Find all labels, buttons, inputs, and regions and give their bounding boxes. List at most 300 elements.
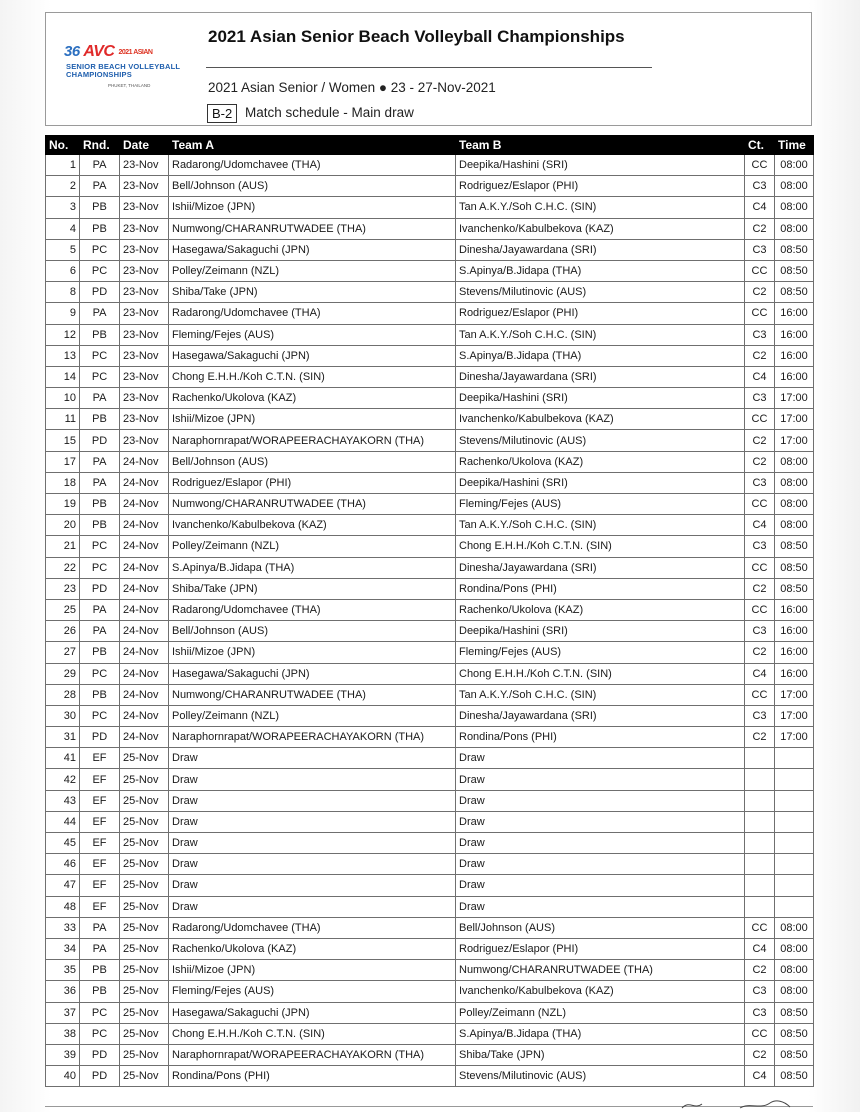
match-date-cell: 25-Nov bbox=[120, 917, 169, 938]
start-time-cell bbox=[775, 875, 814, 896]
start-time-cell: 08:50 bbox=[775, 260, 814, 281]
team-a-cell: Naraphornrapat/WORAPEERACHAYAKORN (THA) bbox=[169, 727, 456, 748]
match-number-cell: 48 bbox=[46, 896, 80, 917]
table-row bbox=[46, 663, 814, 684]
table-row bbox=[46, 981, 814, 1002]
document-type-label: Match schedule - Main draw bbox=[245, 105, 414, 120]
column-header-round: Rnd. bbox=[80, 136, 120, 155]
match-number-cell: 17 bbox=[46, 451, 80, 472]
column-header-court: Ct. bbox=[745, 136, 775, 155]
match-number-cell: 20 bbox=[46, 515, 80, 536]
court-cell bbox=[745, 833, 775, 854]
team-b-cell: Stevens/Milutinovic (AUS) bbox=[456, 282, 745, 303]
team-b-cell: Draw bbox=[456, 833, 745, 854]
team-a-cell: S.Apinya/B.Jidapa (THA) bbox=[169, 557, 456, 578]
column-header-team-a: Team A bbox=[169, 136, 456, 155]
table-row bbox=[46, 599, 814, 620]
team-a-cell: Fleming/Fejes (AUS) bbox=[169, 324, 456, 345]
team-b-cell: Fleming/Fejes (AUS) bbox=[456, 494, 745, 515]
start-time-cell: 17:00 bbox=[775, 684, 814, 705]
match-date-cell: 23-Nov bbox=[120, 155, 169, 176]
match-number-cell: 14 bbox=[46, 366, 80, 387]
match-date-cell: 24-Nov bbox=[120, 557, 169, 578]
team-a-cell: Numwong/CHARANRUTWADEE (THA) bbox=[169, 494, 456, 515]
court-cell: C4 bbox=[745, 366, 775, 387]
start-time-cell: 17:00 bbox=[775, 705, 814, 726]
table-row bbox=[46, 366, 814, 387]
match-number-cell: 44 bbox=[46, 811, 80, 832]
court-cell: C4 bbox=[745, 1066, 775, 1087]
team-a-cell: Bell/Johnson (AUS) bbox=[169, 621, 456, 642]
table-header-row bbox=[46, 136, 814, 155]
document-title: 2021 Asian Senior Beach Volleyball Championships bbox=[208, 27, 625, 46]
table-row bbox=[46, 896, 814, 917]
team-b-cell: Rodriguez/Eslapor (PHI) bbox=[456, 303, 745, 324]
column-header-time: Time bbox=[775, 136, 814, 155]
team-a-cell: Radarong/Udomchavee (THA) bbox=[169, 303, 456, 324]
start-time-cell: 08:50 bbox=[775, 1023, 814, 1044]
team-b-cell: Tan A.K.Y./Soh C.H.C. (SIN) bbox=[456, 324, 745, 345]
table-row bbox=[46, 578, 814, 599]
match-date-cell: 25-Nov bbox=[120, 748, 169, 769]
match-number-cell: 28 bbox=[46, 684, 80, 705]
court-cell: C3 bbox=[745, 705, 775, 726]
match-number-cell: 38 bbox=[46, 1023, 80, 1044]
match-number-cell: 6 bbox=[46, 260, 80, 281]
start-time-cell: 08:50 bbox=[775, 1002, 814, 1023]
team-b-cell: Draw bbox=[456, 896, 745, 917]
table-row bbox=[46, 621, 814, 642]
court-cell: C4 bbox=[745, 663, 775, 684]
team-a-cell: Ishii/Mizoe (JPN) bbox=[169, 409, 456, 430]
table-row bbox=[46, 197, 814, 218]
court-cell bbox=[745, 875, 775, 896]
match-date-cell: 23-Nov bbox=[120, 303, 169, 324]
match-date-cell: 23-Nov bbox=[120, 366, 169, 387]
team-b-cell: Dinesha/Jayawardana (SRI) bbox=[456, 366, 745, 387]
match-date-cell: 24-Nov bbox=[120, 451, 169, 472]
match-number-cell: 9 bbox=[46, 303, 80, 324]
table-row bbox=[46, 282, 814, 303]
match-date-cell: 23-Nov bbox=[120, 176, 169, 197]
table-row bbox=[46, 854, 814, 875]
match-number-cell: 8 bbox=[46, 282, 80, 303]
match-number-cell: 18 bbox=[46, 472, 80, 493]
start-time-cell bbox=[775, 811, 814, 832]
match-date-cell: 24-Nov bbox=[120, 472, 169, 493]
start-time-cell: 08:00 bbox=[775, 176, 814, 197]
table-row bbox=[46, 1066, 814, 1087]
start-time-cell: 08:50 bbox=[775, 536, 814, 557]
court-cell: C3 bbox=[745, 472, 775, 493]
team-b-cell: Numwong/CHARANRUTWADEE (THA) bbox=[456, 960, 745, 981]
match-date-cell: 23-Nov bbox=[120, 218, 169, 239]
team-b-cell: Stevens/Milutinovic (AUS) bbox=[456, 1066, 745, 1087]
round-cell: PC bbox=[80, 536, 120, 557]
table-row bbox=[46, 705, 814, 726]
team-b-cell: Stevens/Milutinovic (AUS) bbox=[456, 430, 745, 451]
start-time-cell: 16:00 bbox=[775, 324, 814, 345]
court-cell: C3 bbox=[745, 176, 775, 197]
match-schedule-table bbox=[45, 135, 814, 1087]
match-number-cell: 42 bbox=[46, 769, 80, 790]
round-cell: EF bbox=[80, 875, 120, 896]
team-a-cell: Naraphornrapat/WORAPEERACHAYAKORN (THA) bbox=[169, 430, 456, 451]
team-a-cell: Ishii/Mizoe (JPN) bbox=[169, 197, 456, 218]
match-number-cell: 25 bbox=[46, 599, 80, 620]
start-time-cell: 08:00 bbox=[775, 938, 814, 959]
match-date-cell: 25-Nov bbox=[120, 875, 169, 896]
match-number-cell: 26 bbox=[46, 621, 80, 642]
team-a-cell: Radarong/Udomchavee (THA) bbox=[169, 155, 456, 176]
match-date-cell: 23-Nov bbox=[120, 197, 169, 218]
table-row bbox=[46, 811, 814, 832]
match-date-cell: 25-Nov bbox=[120, 981, 169, 1002]
start-time-cell: 16:00 bbox=[775, 366, 814, 387]
court-cell: C4 bbox=[745, 938, 775, 959]
table-row bbox=[46, 684, 814, 705]
team-a-cell: Radarong/Udomchavee (THA) bbox=[169, 917, 456, 938]
match-number-cell: 10 bbox=[46, 388, 80, 409]
round-cell: PB bbox=[80, 494, 120, 515]
court-cell: CC bbox=[745, 303, 775, 324]
round-cell: PA bbox=[80, 938, 120, 959]
table-row bbox=[46, 515, 814, 536]
start-time-cell: 08:00 bbox=[775, 218, 814, 239]
team-b-cell: S.Apinya/B.Jidapa (THA) bbox=[456, 260, 745, 281]
match-date-cell: 24-Nov bbox=[120, 684, 169, 705]
team-b-cell: Shiba/Take (JPN) bbox=[456, 1044, 745, 1065]
table-row bbox=[46, 557, 814, 578]
match-date-cell: 25-Nov bbox=[120, 1023, 169, 1044]
team-a-cell: Naraphornrapat/WORAPEERACHAYAKORN (THA) bbox=[169, 1044, 456, 1065]
match-date-cell: 24-Nov bbox=[120, 536, 169, 557]
round-cell: PD bbox=[80, 1066, 120, 1087]
start-time-cell: 16:00 bbox=[775, 642, 814, 663]
table-row bbox=[46, 239, 814, 260]
team-a-cell: Draw bbox=[169, 811, 456, 832]
team-b-cell: Tan A.K.Y./Soh C.H.C. (SIN) bbox=[456, 684, 745, 705]
round-cell: PC bbox=[80, 1002, 120, 1023]
start-time-cell bbox=[775, 833, 814, 854]
table-row bbox=[46, 409, 814, 430]
start-time-cell bbox=[775, 896, 814, 917]
team-b-cell: Rodriguez/Eslapor (PHI) bbox=[456, 176, 745, 197]
court-cell: C4 bbox=[745, 197, 775, 218]
round-cell: PB bbox=[80, 981, 120, 1002]
team-b-cell: Bell/Johnson (AUS) bbox=[456, 917, 745, 938]
match-number-cell: 43 bbox=[46, 790, 80, 811]
team-a-cell: Bell/Johnson (AUS) bbox=[169, 176, 456, 197]
round-cell: PC bbox=[80, 366, 120, 387]
match-number-cell: 29 bbox=[46, 663, 80, 684]
document-code-badge: B-2 bbox=[207, 104, 237, 123]
round-cell: PA bbox=[80, 451, 120, 472]
match-number-cell: 11 bbox=[46, 409, 80, 430]
match-date-cell: 24-Nov bbox=[120, 621, 169, 642]
team-b-cell: S.Apinya/B.Jidapa (THA) bbox=[456, 345, 745, 366]
table-row bbox=[46, 494, 814, 515]
court-cell: CC bbox=[745, 409, 775, 430]
match-number-cell: 4 bbox=[46, 218, 80, 239]
match-number-cell: 5 bbox=[46, 239, 80, 260]
match-number-cell: 12 bbox=[46, 324, 80, 345]
start-time-cell: 08:00 bbox=[775, 451, 814, 472]
court-cell: CC bbox=[745, 155, 775, 176]
title-divider bbox=[206, 67, 652, 68]
table-row bbox=[46, 430, 814, 451]
round-cell: EF bbox=[80, 833, 120, 854]
court-cell: C3 bbox=[745, 1002, 775, 1023]
match-number-cell: 30 bbox=[46, 705, 80, 726]
start-time-cell: 08:00 bbox=[775, 960, 814, 981]
table-row bbox=[46, 875, 814, 896]
match-date-cell: 23-Nov bbox=[120, 388, 169, 409]
court-cell: CC bbox=[745, 1023, 775, 1044]
start-time-cell bbox=[775, 748, 814, 769]
match-number-cell: 41 bbox=[46, 748, 80, 769]
start-time-cell: 08:50 bbox=[775, 1044, 814, 1065]
team-b-cell: Rachenko/Ukolova (KAZ) bbox=[456, 599, 745, 620]
match-date-cell: 23-Nov bbox=[120, 260, 169, 281]
round-cell: PA bbox=[80, 303, 120, 324]
team-a-cell: Polley/Zeimann (NZL) bbox=[169, 260, 456, 281]
team-a-cell: Draw bbox=[169, 875, 456, 896]
team-b-cell: Draw bbox=[456, 811, 745, 832]
logo-mark: 36 AVC 2021 ASIAN bbox=[64, 43, 153, 60]
round-cell: EF bbox=[80, 896, 120, 917]
match-number-cell: 15 bbox=[46, 430, 80, 451]
start-time-cell: 16:00 bbox=[775, 599, 814, 620]
court-cell bbox=[745, 769, 775, 790]
match-date-cell: 24-Nov bbox=[120, 705, 169, 726]
match-date-cell: 23-Nov bbox=[120, 430, 169, 451]
team-a-cell: Ishii/Mizoe (JPN) bbox=[169, 960, 456, 981]
round-cell: PD bbox=[80, 282, 120, 303]
table-row bbox=[46, 324, 814, 345]
team-a-cell: Draw bbox=[169, 833, 456, 854]
start-time-cell: 08:00 bbox=[775, 494, 814, 515]
start-time-cell: 08:00 bbox=[775, 155, 814, 176]
team-a-cell: Ivanchenko/Kabulbekova (KAZ) bbox=[169, 515, 456, 536]
team-b-cell: Draw bbox=[456, 790, 745, 811]
match-date-cell: 23-Nov bbox=[120, 324, 169, 345]
match-number-cell: 22 bbox=[46, 557, 80, 578]
table-row bbox=[46, 155, 814, 176]
start-time-cell: 16:00 bbox=[775, 663, 814, 684]
start-time-cell: 17:00 bbox=[775, 430, 814, 451]
start-time-cell: 17:00 bbox=[775, 388, 814, 409]
team-a-cell: Numwong/CHARANRUTWADEE (THA) bbox=[169, 218, 456, 239]
match-number-cell: 19 bbox=[46, 494, 80, 515]
round-cell: PC bbox=[80, 663, 120, 684]
team-b-cell: Polley/Zeimann (NZL) bbox=[456, 1002, 745, 1023]
team-a-cell: Rachenko/Ukolova (KAZ) bbox=[169, 938, 456, 959]
match-number-cell: 33 bbox=[46, 917, 80, 938]
event-subtitle: 2021 Asian Senior / Women ● 23 - 27-Nov-2021 bbox=[208, 80, 496, 95]
court-cell: C2 bbox=[745, 282, 775, 303]
match-number-cell: 23 bbox=[46, 578, 80, 599]
court-cell: C3 bbox=[745, 239, 775, 260]
column-header-date: Date bbox=[120, 136, 169, 155]
table-row bbox=[46, 1023, 814, 1044]
match-date-cell: 23-Nov bbox=[120, 409, 169, 430]
signature-mark bbox=[680, 1098, 800, 1110]
court-cell: C2 bbox=[745, 430, 775, 451]
start-time-cell: 16:00 bbox=[775, 621, 814, 642]
team-a-cell: Draw bbox=[169, 854, 456, 875]
table-row bbox=[46, 917, 814, 938]
round-cell: PD bbox=[80, 578, 120, 599]
court-cell: CC bbox=[745, 494, 775, 515]
start-time-cell: 08:50 bbox=[775, 1066, 814, 1087]
start-time-cell bbox=[775, 769, 814, 790]
table-row bbox=[46, 388, 814, 409]
court-cell: C3 bbox=[745, 536, 775, 557]
round-cell: PA bbox=[80, 176, 120, 197]
court-cell: C2 bbox=[745, 451, 775, 472]
match-number-cell: 34 bbox=[46, 938, 80, 959]
table-row bbox=[46, 176, 814, 197]
table-row bbox=[46, 1044, 814, 1065]
match-number-cell: 2 bbox=[46, 176, 80, 197]
round-cell: EF bbox=[80, 811, 120, 832]
start-time-cell: 08:50 bbox=[775, 282, 814, 303]
round-cell: PD bbox=[80, 1044, 120, 1065]
document-header bbox=[45, 12, 812, 126]
round-cell: PB bbox=[80, 960, 120, 981]
column-header-team-b: Team B bbox=[456, 136, 745, 155]
table-row bbox=[46, 642, 814, 663]
team-b-cell: Ivanchenko/Kabulbekova (KAZ) bbox=[456, 409, 745, 430]
round-cell: PB bbox=[80, 409, 120, 430]
team-b-cell: Rondina/Pons (PHI) bbox=[456, 727, 745, 748]
team-b-cell: Chong E.H.H./Koh C.T.N. (SIN) bbox=[456, 663, 745, 684]
team-a-cell: Rondina/Pons (PHI) bbox=[169, 1066, 456, 1087]
round-cell: PB bbox=[80, 324, 120, 345]
match-date-cell: 24-Nov bbox=[120, 599, 169, 620]
table-row bbox=[46, 769, 814, 790]
court-cell: C2 bbox=[745, 218, 775, 239]
team-a-cell: Hasegawa/Sakaguchi (JPN) bbox=[169, 1002, 456, 1023]
match-date-cell: 25-Nov bbox=[120, 790, 169, 811]
match-number-cell: 13 bbox=[46, 345, 80, 366]
court-cell bbox=[745, 790, 775, 811]
match-date-cell: 25-Nov bbox=[120, 938, 169, 959]
round-cell: EF bbox=[80, 769, 120, 790]
team-a-cell: Rodriguez/Eslapor (PHI) bbox=[169, 472, 456, 493]
court-cell: CC bbox=[745, 599, 775, 620]
start-time-cell: 08:00 bbox=[775, 917, 814, 938]
round-cell: PC bbox=[80, 557, 120, 578]
team-b-cell: Fleming/Fejes (AUS) bbox=[456, 642, 745, 663]
court-cell bbox=[745, 896, 775, 917]
team-b-cell: Deepika/Hashini (SRI) bbox=[456, 621, 745, 642]
team-b-cell: Deepika/Hashini (SRI) bbox=[456, 155, 745, 176]
team-b-cell: Dinesha/Jayawardana (SRI) bbox=[456, 239, 745, 260]
match-date-cell: 23-Nov bbox=[120, 345, 169, 366]
table-row bbox=[46, 790, 814, 811]
start-time-cell: 08:50 bbox=[775, 557, 814, 578]
team-b-cell: Tan A.K.Y./Soh C.H.C. (SIN) bbox=[456, 515, 745, 536]
table-row bbox=[46, 218, 814, 239]
start-time-cell: 08:00 bbox=[775, 197, 814, 218]
match-date-cell: 25-Nov bbox=[120, 854, 169, 875]
table-body bbox=[46, 155, 814, 1087]
table-row bbox=[46, 472, 814, 493]
match-number-cell: 47 bbox=[46, 875, 80, 896]
table-row bbox=[46, 833, 814, 854]
match-number-cell: 35 bbox=[46, 960, 80, 981]
court-cell: C2 bbox=[745, 960, 775, 981]
team-a-cell: Radarong/Udomchavee (THA) bbox=[169, 599, 456, 620]
round-cell: PC bbox=[80, 705, 120, 726]
match-number-cell: 36 bbox=[46, 981, 80, 1002]
match-date-cell: 24-Nov bbox=[120, 727, 169, 748]
match-date-cell: 25-Nov bbox=[120, 896, 169, 917]
court-cell: C3 bbox=[745, 981, 775, 1002]
team-a-cell: Polley/Zeimann (NZL) bbox=[169, 536, 456, 557]
court-cell: C4 bbox=[745, 515, 775, 536]
match-date-cell: 25-Nov bbox=[120, 960, 169, 981]
court-cell: C2 bbox=[745, 578, 775, 599]
team-b-cell: Chong E.H.H./Koh C.T.N. (SIN) bbox=[456, 536, 745, 557]
match-date-cell: 25-Nov bbox=[120, 833, 169, 854]
match-date-cell: 24-Nov bbox=[120, 642, 169, 663]
match-date-cell: 25-Nov bbox=[120, 769, 169, 790]
match-number-cell: 39 bbox=[46, 1044, 80, 1065]
team-b-cell: Draw bbox=[456, 854, 745, 875]
court-cell: CC bbox=[745, 917, 775, 938]
court-cell: C2 bbox=[745, 345, 775, 366]
match-date-cell: 25-Nov bbox=[120, 1066, 169, 1087]
team-a-cell: Fleming/Fejes (AUS) bbox=[169, 981, 456, 1002]
team-b-cell: Draw bbox=[456, 769, 745, 790]
team-a-cell: Draw bbox=[169, 790, 456, 811]
team-b-cell: Ivanchenko/Kabulbekova (KAZ) bbox=[456, 218, 745, 239]
round-cell: PB bbox=[80, 642, 120, 663]
team-a-cell: Numwong/CHARANRUTWADEE (THA) bbox=[169, 684, 456, 705]
match-number-cell: 31 bbox=[46, 727, 80, 748]
column-header-no: No. bbox=[46, 136, 80, 155]
match-date-cell: 23-Nov bbox=[120, 282, 169, 303]
team-b-cell: Deepika/Hashini (SRI) bbox=[456, 472, 745, 493]
start-time-cell: 08:50 bbox=[775, 239, 814, 260]
round-cell: EF bbox=[80, 790, 120, 811]
round-cell: PB bbox=[80, 515, 120, 536]
team-a-cell: Ishii/Mizoe (JPN) bbox=[169, 642, 456, 663]
round-cell: EF bbox=[80, 854, 120, 875]
avc-championship-logo bbox=[60, 41, 200, 97]
round-cell: EF bbox=[80, 748, 120, 769]
start-time-cell: 16:00 bbox=[775, 345, 814, 366]
table-row bbox=[46, 727, 814, 748]
round-cell: PD bbox=[80, 727, 120, 748]
table-row bbox=[46, 1002, 814, 1023]
court-cell bbox=[745, 811, 775, 832]
round-cell: PA bbox=[80, 917, 120, 938]
team-a-cell: Shiba/Take (JPN) bbox=[169, 282, 456, 303]
team-a-cell: Hasegawa/Sakaguchi (JPN) bbox=[169, 239, 456, 260]
match-number-cell: 46 bbox=[46, 854, 80, 875]
match-date-cell: 24-Nov bbox=[120, 494, 169, 515]
team-a-cell: Draw bbox=[169, 896, 456, 917]
match-number-cell: 40 bbox=[46, 1066, 80, 1087]
match-number-cell: 37 bbox=[46, 1002, 80, 1023]
team-b-cell: Draw bbox=[456, 875, 745, 896]
team-a-cell: Draw bbox=[169, 769, 456, 790]
match-date-cell: 24-Nov bbox=[120, 578, 169, 599]
